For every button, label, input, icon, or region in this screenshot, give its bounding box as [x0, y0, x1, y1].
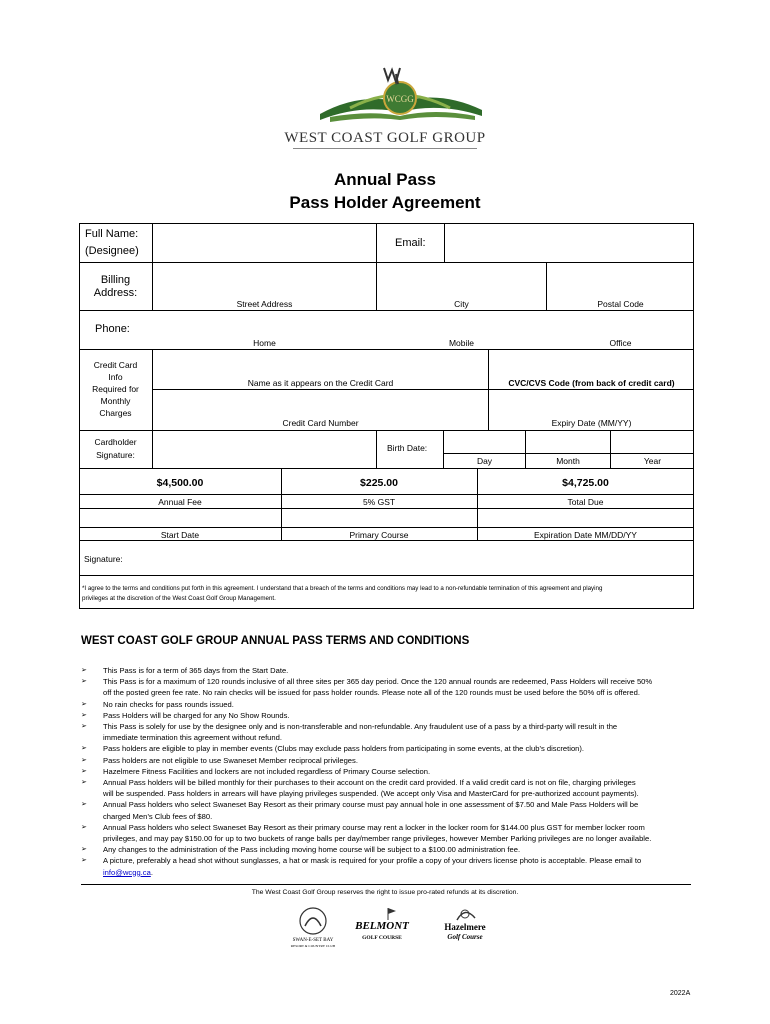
mobile-phone-field[interactable]	[377, 311, 545, 336]
postal-code-caption: Postal Code	[597, 299, 644, 309]
cc-label-5: Charges	[99, 408, 132, 418]
city-field[interactable]	[377, 263, 545, 295]
birth-day-field[interactable]	[444, 431, 524, 452]
terms-item	[81, 699, 691, 710]
svg-text:WCGG: WCGG	[386, 94, 414, 104]
arrow-bullet-icon: ➢	[81, 823, 87, 831]
row-divider	[443, 453, 694, 454]
arrow-bullet-icon: ➢	[81, 756, 87, 764]
arrow-bullet-icon: ➢	[81, 723, 87, 731]
arrow-bullet-icon: ➢	[81, 846, 87, 854]
page-title: Annual Pass	[333, 170, 437, 189]
terms-item	[81, 755, 691, 766]
expiry-field[interactable]	[489, 390, 693, 416]
arrow-bullet-icon: ➢	[81, 667, 87, 674]
row-divider	[79, 575, 694, 576]
terms-item-line: Annual Pass holders who select Swaneset Bay Resort as their primary course must pay annual hole in one assessment of $7.50 and Male Pass Holders will be	[103, 800, 639, 810]
arrow-bullet-icon: ➢	[81, 711, 87, 719]
year-caption: Year	[643, 456, 662, 466]
expiration-date-field[interactable]	[478, 509, 693, 526]
city-caption: City	[454, 299, 469, 309]
expiration-caption: Expiration Date MM/DD/YY	[534, 530, 637, 540]
email-suffix: .	[150, 867, 153, 877]
cardholder-signature-field[interactable]	[153, 431, 375, 467]
start-date-field[interactable]	[80, 509, 280, 526]
terms-item-line: Pass holders are not eligible to use Swaneset Member reciprocal privileges.	[103, 755, 358, 765]
terms-item	[81, 676, 691, 698]
full-name-field[interactable]	[153, 224, 375, 261]
terms-item-line: will be suspended. Pass holders in arrears will have playing privileges suspended. (We accept only Visa and MasterCard for pre-authorized account payments).	[103, 789, 639, 799]
cc-label-2: Info	[108, 372, 123, 382]
name-on-card-field[interactable]	[153, 350, 487, 376]
email-link[interactable]: info@wcgg.ca	[103, 867, 151, 877]
street-address-field[interactable]	[153, 263, 375, 295]
cc-number-field[interactable]	[153, 390, 487, 416]
total-due-caption: Total Due	[567, 497, 604, 507]
footer-divider	[81, 884, 691, 885]
terms-item	[81, 743, 691, 754]
birth-date-label: Birth Date:	[387, 443, 428, 453]
terms-item	[81, 710, 691, 721]
day-caption: Day	[476, 456, 493, 466]
cc-label-4: Monthly	[100, 396, 131, 406]
belmont-logo: BELMONT GOLF COURSE	[352, 906, 412, 948]
terms-item-line: This Pass is for a maximum of 120 rounds inclusive of all three sites per 365 day period. Once the 120 annual rounds are redeemed, Pass Holders will receive 50%	[103, 677, 653, 687]
arrow-bullet-icon: ➢	[81, 767, 87, 775]
hazelmere-logo: Hazelmere Golf Course	[435, 906, 495, 948]
office-caption: Office	[609, 338, 632, 348]
row-divider	[79, 468, 694, 469]
expiry-caption: Expiry Date (MM/YY)	[551, 418, 632, 428]
terms-item-line	[103, 867, 691, 878]
logo-underline	[293, 148, 477, 149]
terms-item	[81, 799, 691, 821]
arrow-bullet-icon: ➢	[81, 857, 87, 865]
arrow-bullet-icon: ➢	[81, 779, 87, 787]
terms-item	[81, 822, 691, 844]
terms-item	[81, 844, 691, 855]
terms-item-line: This Pass is solely for use by the designee only and is non-transferable and non-refundable. Any fraudulent use of a pass by a third-party will result in the	[103, 722, 618, 732]
email-label: Email:	[395, 237, 426, 249]
agreement-text-2: privileges at the discretion of the West Coast Golf Group Management.	[82, 595, 276, 602]
terms-item-line: off the posted green fee rate. No rain checks will be issued for pass holder rounds. Please note all of the 120 rounds must be used before the 50% off is offered.	[103, 688, 640, 698]
full-name-label: Full Name:	[85, 228, 139, 240]
designee-label: (Designee)	[85, 245, 139, 257]
total-value: $4,725.00	[562, 477, 609, 489]
col-divider	[376, 430, 377, 468]
pass-holder-form	[79, 223, 694, 609]
agreement-text-1: *I agree to the terms and conditions put forth in this agreement. I understand that a breach of the terms and conditions may lead to a non-refundable termination of this agreement and playing	[82, 585, 603, 592]
arrow-bullet-icon: ➢	[81, 678, 87, 686]
office-phone-field[interactable]	[547, 311, 693, 336]
row-divider	[79, 494, 694, 495]
terms-item-line: Pass Holders will be charged for any No Show Rounds.	[103, 710, 290, 720]
cvc-caption: CVC/CVS Code (from back of credit card)	[508, 378, 675, 388]
terms-item-line: privileges, and may pay $150.00 for up to two buckets of range balls per day/member range privileges, however Member Parking privileges are no longer available.	[103, 834, 652, 844]
annual-fee-value: $4,500.00	[156, 477, 204, 489]
birth-month-field[interactable]	[526, 431, 609, 452]
arrow-bullet-icon: ➢	[81, 700, 87, 708]
signature-field[interactable]	[139, 541, 693, 574]
terms-item	[81, 777, 691, 799]
terms-item	[81, 766, 691, 777]
gst-caption: 5% GST	[362, 497, 396, 507]
company-name: WEST COAST GOLF GROUP	[284, 130, 486, 146]
primary-course-caption: Primary Course	[349, 530, 409, 540]
terms-item	[81, 855, 691, 877]
cc-label-3: Required for	[92, 384, 139, 394]
arrow-bullet-icon: ➢	[81, 801, 87, 809]
address-label: Address:	[93, 287, 138, 299]
mobile-caption: Mobile	[448, 338, 475, 348]
swaneset-logo: SWAN-E-SET BAY RESORT & COUNTRY CLUB	[283, 906, 343, 948]
terms-list	[81, 665, 691, 878]
page-subtitle: Pass Holder Agreement	[289, 193, 481, 212]
footer-note: The West Coast Golf Group reserves the right to issue pro-rated refunds at its discretion.	[251, 889, 519, 896]
birth-year-field[interactable]	[611, 431, 693, 452]
primary-course-field[interactable]	[282, 509, 476, 526]
terms-item-line: No rain checks for pass rounds issued.	[103, 699, 234, 709]
phone-label: Phone:	[95, 323, 130, 335]
start-date-caption: Start Date	[160, 530, 200, 540]
billing-label: Billing	[100, 274, 131, 286]
signature-label: Signature:	[96, 450, 135, 460]
terms-item-line: Hazelmere Fitness Facilities and lockers are not included regardless of Primary Course selection.	[103, 766, 431, 776]
col-divider	[376, 223, 377, 262]
cardholder-label: Cardholder	[94, 437, 137, 447]
version-label: 2022A	[670, 990, 691, 997]
terms-item-line: Annual Pass holders who select Swaneset Bay Resort as their primary course may rent a locker in the locker room for $144.00 plus GST for member locker room	[103, 822, 645, 832]
terms-item-line: Annual Pass holders will be billed monthly for their purchases to their account on the credit card provided. If a valid credit card is not on file, charging privileges	[103, 778, 636, 788]
gst-value: $225.00	[360, 477, 398, 489]
name-on-card-caption: Name as it appears on the Credit Card	[247, 378, 394, 388]
terms-item-line: Pass holders are eligible to play in member events (Clubs may exclude pass holders from participating in some events, at the club’s discretion).	[103, 744, 585, 754]
terms-item-line: A picture, preferably a head shot without sunglasses, a hat or mask is required for your profile a copy of your drivers license photo is acceptable. Please email to	[103, 856, 642, 866]
terms-item-line: immediate termination this agreement without refund.	[103, 733, 282, 743]
terms-title: WEST COAST GOLF GROUP ANNUAL PASS TERMS AND CONDITIONS	[81, 635, 470, 647]
terms-item	[81, 721, 691, 743]
postal-code-field[interactable]	[547, 263, 693, 295]
terms-item-line: Any changes to the administration of the Pass including moving home course will be subject to a $100.00 administration fee.	[103, 845, 521, 855]
cvc-field[interactable]	[489, 350, 693, 376]
home-phone-field[interactable]	[153, 311, 375, 336]
terms-item-line: charged Men’s Club fees of $80.	[103, 811, 213, 821]
terms-item-line: This Pass is for a term of 365 days from the Start Date.	[103, 666, 289, 675]
email-field[interactable]	[445, 224, 693, 261]
terms-item	[81, 665, 691, 676]
month-caption: Month	[556, 456, 580, 466]
street-address-caption: Street Address	[236, 299, 293, 309]
home-caption: Home	[253, 338, 276, 348]
row-divider	[79, 527, 694, 528]
cc-number-caption: Credit Card Number	[282, 418, 359, 428]
arrow-bullet-icon: ➢	[81, 745, 87, 753]
cc-label-1: Credit Card	[93, 360, 138, 370]
signature-label: Signature:	[84, 554, 123, 564]
annual-fee-caption: Annual Fee	[158, 497, 202, 507]
